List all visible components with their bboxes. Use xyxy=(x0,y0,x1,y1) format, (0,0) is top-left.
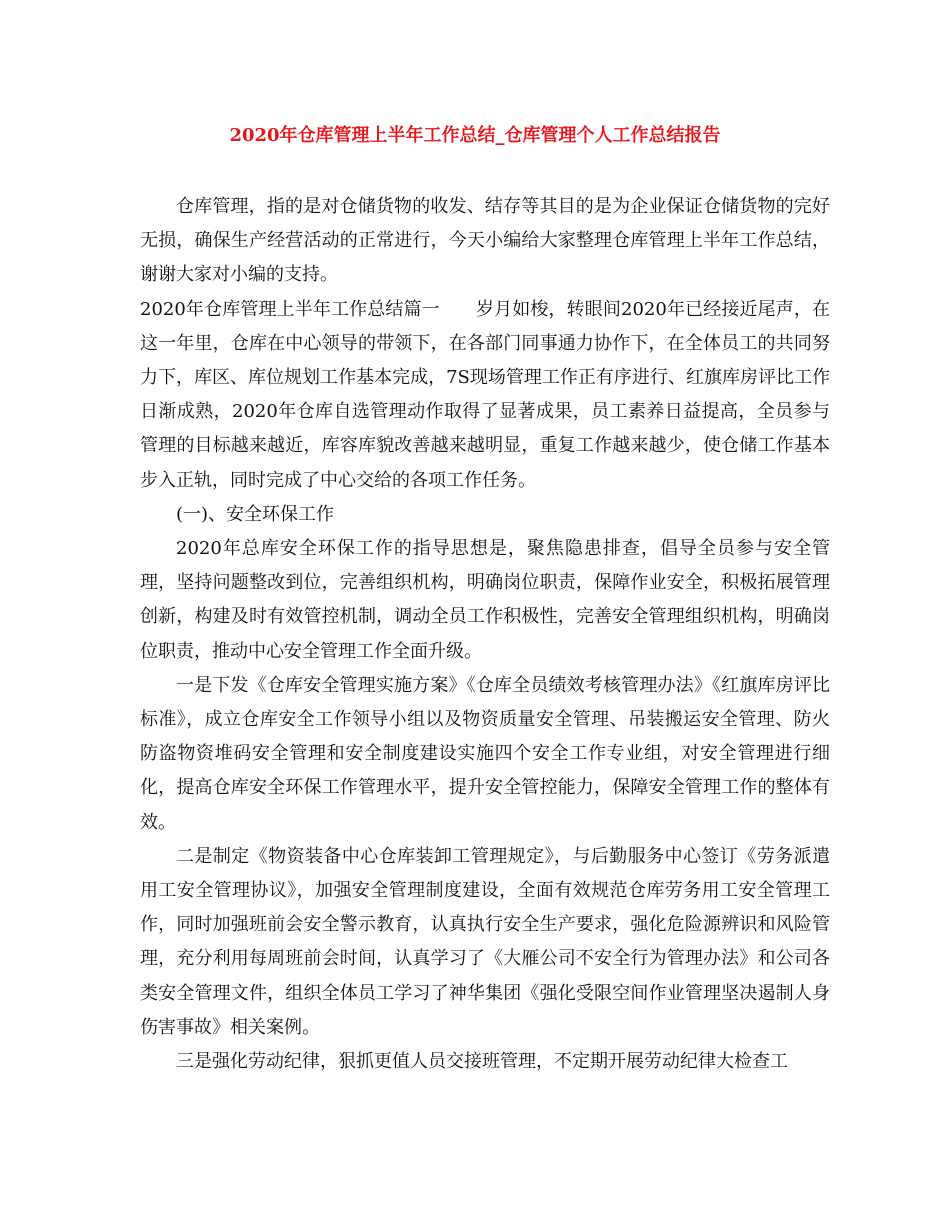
document-body xyxy=(140,190,830,1079)
safety-guideline-paragraph: 2020年总库安全环保工作的指导思想是，聚焦隐患排查，倡导全员参与安全管理，坚持问题整改到位，完善组织机构，明确岗位职责，保障作业安全，积极拓展管理创新，构建及时有效管控机制，调动全员工作积极性，完善安全管理组织机构，明确岗位职责，推动中心安全管理工作全面升级。 xyxy=(140,538,830,662)
intro-paragraph: 仓库管理，指的是对仓储货物的收发、结存等其目的是为企业保证仓储货物的完好无损，确保生产经营活动的正常进行，今天小编给大家整理仓库管理上半年工作总结，谢谢大家对小编的支持。 xyxy=(140,196,830,286)
section-one-paragraph: 2020年仓库管理上半年工作总结篇一 岁月如梭，转眼间2020年已经接近尾声，在这一年里，仓库在中心领导的带领下，在各部门同事通力协作下，在全体员工的共同努力下，库区、库位规划工作基本完成，7S现场管理工作正有序进行、红旗库房评比工作日渐成熟，2020年仓库自选管理动作取得了显著成果，员工素养日益提高，全员参与管理的目标越来越近，库容库貌改善越来越明显，重复工作越来越少，使仓储工作基本步入正轨，同时完成了中心交给的各项工作任务。 xyxy=(140,298,830,491)
document-title: 2020年仓库管理上半年工作总结_仓库管理个人工作总结报告 xyxy=(229,125,721,146)
item-one-paragraph: 一是下发《仓库安全管理实施方案》《仓库全员绩效考核管理办法》《红旗库房评比标准》，成立仓库安全工作领导小组以及物资质量安全管理、吊装搬运安全管理、防火防盗物资堆码安全管理和安全制度建设实施四个安全工作专业组，对安全管理进行细化，提高仓库安全环保工作管理水平，提升安全管控能力，保障安全管理工作的整体有效。 xyxy=(140,674,830,833)
section-heading-safety: (一)、安全环保工作 xyxy=(176,503,335,525)
item-two-paragraph: 二是制定《物资装备中心仓库装卸工管理规定》，与后勤服务中心签订《劳务派遣用工安全管理协议》，加强安全管理制度建设，全面有效规范仓库劳务用工安全管理工作，同时加强班前会安全警示教育，认真执行安全生产要求，强化危险源辨识和风险管理，充分利用每周班前会时间，认真学习了《大雁公司不安全行为管理办法》和公司各类安全管理文件，组织全体员工学习了神华集团《强化受限空间作业管理坚决遏制人身伤害事故》相关案例。 xyxy=(140,845,830,1038)
item-three-paragraph: 三是强化劳动纪律，狠抓更值人员交接班管理，不定期开展劳动纪律大检查工 xyxy=(176,1051,788,1073)
